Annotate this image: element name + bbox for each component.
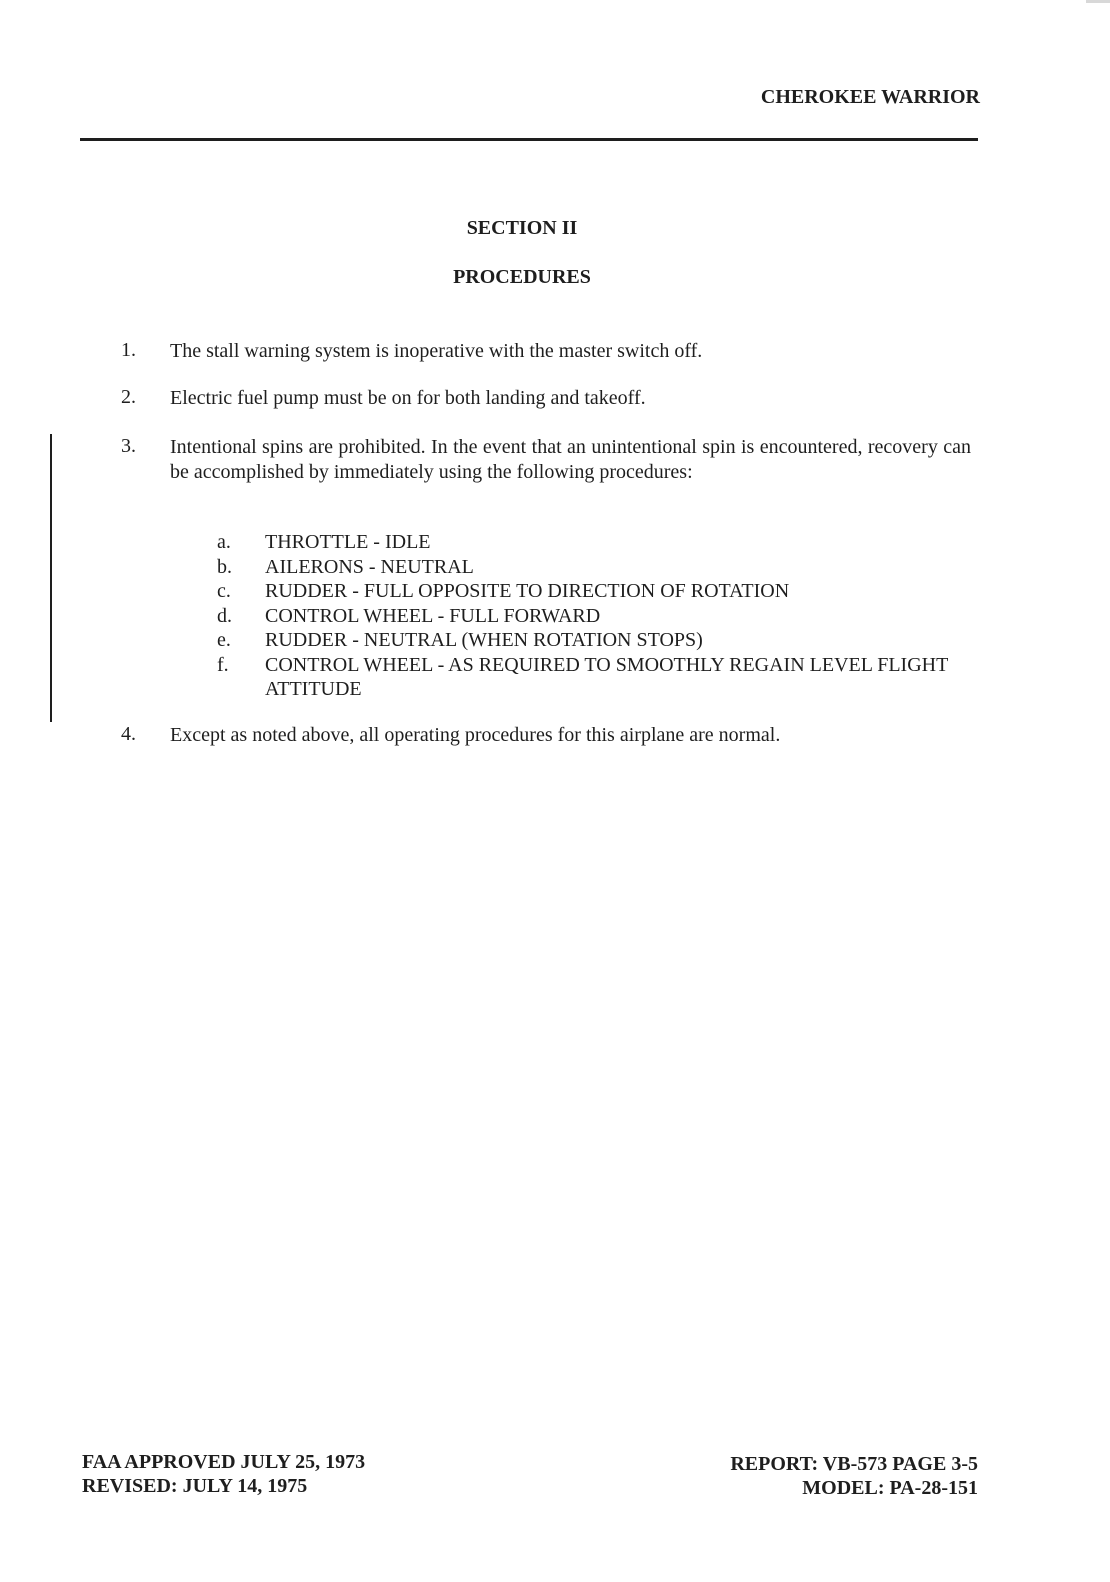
list-item-text: CONTROL WHEEL - AS REQUIRED TO SMOOTHLY REGAIN LEVEL FLIGHT ATTITUDE [265, 653, 948, 700]
list-item [217, 604, 977, 629]
list-item-letter: e. [217, 629, 231, 651]
list-item [217, 579, 977, 604]
model-number: MODEL: PA-28-151 [802, 1477, 978, 1499]
list-item-letter: f. [217, 653, 229, 676]
list-item [217, 555, 977, 580]
list-item-text: RUDDER - FULL OPPOSITE TO DIRECTION OF ROTATION [265, 580, 790, 602]
list-item-text: AILERONS - NEUTRAL [265, 555, 474, 578]
list-item-letter: a. [217, 531, 231, 553]
list-item [217, 628, 977, 653]
list-item-letter: d. [217, 604, 232, 627]
list-item-text: CONTROL WHEEL - FULL FORWARD [265, 604, 601, 627]
revision-change-bar [50, 434, 52, 722]
faa-approved-date: FAA APPROVED JULY 25, 1973 [82, 1451, 366, 1473]
item-number: 3. [121, 435, 136, 457]
document-header-title: CHEROKEE WARRIOR [760, 86, 980, 108]
header-rule [80, 138, 978, 141]
list-item-letter: c. [217, 580, 231, 602]
item-text: Electric fuel pump must be on for both landing and takeoff. [170, 387, 646, 409]
item-text: Intentional spins are prohibited. In the event that an unintentional spin is encountered, recovery can be accomplished by immediately using the following procedures: [170, 436, 971, 483]
scan-mark [1086, 0, 1110, 3]
spin-recovery-procedure-list [217, 530, 977, 702]
list-item-letter: b. [217, 555, 232, 578]
item-number: 4. [121, 723, 136, 745]
item-text: Except as noted above, all operating procedures for this airplane are normal. [170, 724, 781, 746]
item-number: 1. [121, 339, 136, 361]
list-item [217, 530, 977, 555]
footer-approval-block [82, 1450, 365, 1498]
footer-report-block [730, 1452, 978, 1500]
revised-date: REVISED: JULY 14, 1975 [82, 1475, 308, 1497]
item-number: 2. [121, 386, 136, 408]
section-number: SECTION II [466, 217, 578, 239]
item-text: The stall warning system is inoperative with the master switch off. [170, 340, 703, 362]
list-item-text: RUDDER - NEUTRAL (WHEN ROTATION STOPS) [265, 629, 703, 651]
list-item [217, 653, 977, 702]
section-title: PROCEDURES [453, 266, 591, 288]
list-item-text: THROTTLE - IDLE [265, 531, 431, 553]
report-page-number: REPORT: VB-573 PAGE 3-5 [730, 1453, 978, 1475]
